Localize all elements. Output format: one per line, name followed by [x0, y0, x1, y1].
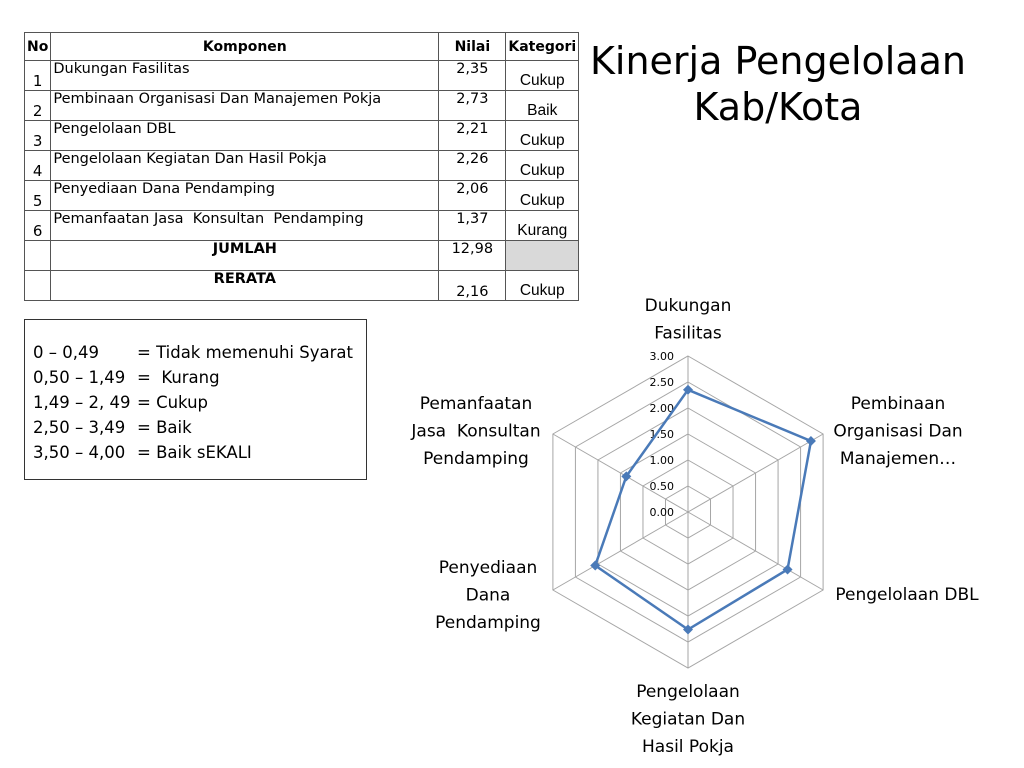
legend-range: 0,50 – 1,49 [33, 368, 126, 387]
tick-label: 2.50 [649, 376, 674, 389]
legend-label: = Baik sEKALI [137, 443, 252, 462]
slide-title: Kinerja Pengelolaan Kab/Kota [589, 39, 967, 129]
tick-label: 1.00 [649, 454, 674, 467]
axis-label: Pengelolaan DBL [835, 585, 979, 605]
jumlah-nilai: 12,98 [439, 241, 506, 271]
axis-label: Penyediaan Dana Pendamping [435, 558, 541, 633]
header-no: No [25, 33, 51, 61]
row-nilai: 2,35 [439, 61, 506, 91]
row-nilai: 2,06 [439, 181, 506, 211]
jumlah-label: JUMLAH [51, 241, 439, 271]
legend-range: 1,49 – 2, 49 [33, 393, 131, 412]
series-line [595, 390, 811, 630]
tick-label: 1.50 [649, 428, 674, 441]
tick-label: 2.00 [649, 402, 674, 415]
axis-label: Pembinaan Organisasi Dan Manajemen… [833, 394, 963, 469]
row-kategori: Cukup [506, 151, 579, 181]
tick-label: 0.50 [649, 480, 674, 493]
legend-label: = Tidak memenuhi Syarat [137, 343, 353, 362]
header-komponen: Komponen [51, 33, 439, 61]
row-nilai: 1,37 [439, 211, 506, 241]
row-kategori: Baik [506, 91, 579, 121]
row-no: 4 [25, 151, 51, 181]
row-kategori: Kurang [506, 211, 579, 241]
axis-label: Pemanfaatan Jasa Konsultan Pendamping [411, 394, 541, 469]
row-no: 5 [25, 181, 51, 211]
rerata-label: RERATA [51, 271, 439, 301]
rerata-kategori: Cukup [506, 271, 579, 301]
legend-range: 0 – 0,49 [33, 343, 99, 362]
legend-range: 2,50 – 3,49 [33, 418, 126, 437]
row-komponen: Penyediaan Dana Pendamping [51, 181, 439, 211]
legend-label: = Kurang [137, 368, 220, 387]
axis-label: Pengelolaan Kegiatan Dan Hasil Pokja [630, 682, 746, 757]
row-no: 3 [25, 121, 51, 151]
row-no: 1 [25, 61, 51, 91]
row-komponen: Pembinaan Organisasi Dan Manajemen Pokja [51, 91, 439, 121]
row-komponen: Pengelolaan DBL [51, 121, 439, 151]
header-nilai: Nilai [439, 33, 506, 61]
row-no: 6 [25, 211, 51, 241]
data-point [806, 436, 816, 446]
legend-label: = Baik [137, 418, 192, 437]
row-komponen: Dukungan Fasilitas [51, 61, 439, 91]
row-kategori: Cukup [506, 181, 579, 211]
tick-label: 3.00 [649, 350, 674, 363]
legend-label: = Cukup [137, 393, 209, 412]
row-komponen: Pengelolaan Kegiatan Dan Hasil Pokja [51, 151, 439, 181]
row-nilai: 2,21 [439, 121, 506, 151]
row-kategori: Cukup [506, 61, 579, 91]
row-no: 2 [25, 91, 51, 121]
row-nilai: 2,26 [439, 151, 506, 181]
row-nilai: 2,73 [439, 91, 506, 121]
header-kategori: Kategori [506, 33, 579, 61]
legend-range: 3,50 – 4,00 [33, 443, 126, 462]
tick-label: 0.00 [649, 506, 674, 519]
axis-label: Dukungan Fasilitas [644, 296, 732, 344]
row-kategori: Cukup [506, 121, 579, 151]
rerata-nilai: 2,16 [439, 271, 506, 301]
row-komponen: Pemanfaatan Jasa Konsultan Pendamping [51, 211, 439, 241]
